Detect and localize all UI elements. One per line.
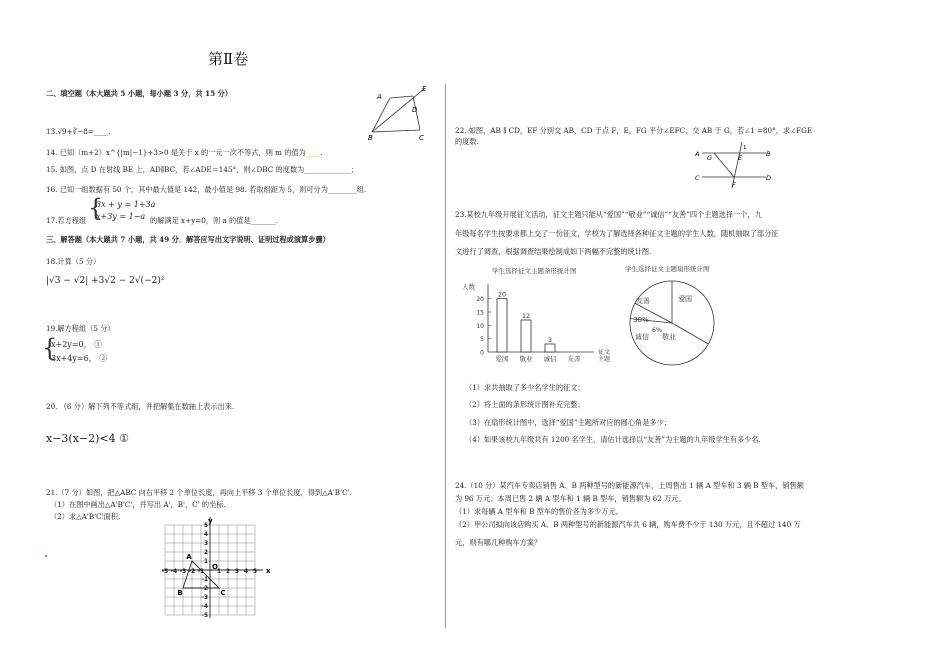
y-tick-label: 2 — [203, 550, 208, 556]
q14-text: 14. 已知（m+2）x^{|m|−1}+3>0 是关于 x 的一元一次不等式，则 m 的值为 — [46, 148, 306, 157]
point-label-c: C — [220, 589, 226, 597]
q24-line-3: （1）求每辆 A 型车和 B 型车的售价各为多少万元。 — [455, 507, 623, 516]
x-tick-label: -3 — [179, 569, 187, 575]
pie-slice-label: 爱国 — [678, 295, 692, 303]
x-tick-label: 友善 — [567, 355, 581, 363]
y-tick-label: -4 — [201, 604, 208, 610]
q16-end: 组. — [356, 185, 367, 194]
section-2-heading: 二、填空题（本大题共 5 小题，每小题 3 分，共 15 分） — [46, 89, 232, 98]
q24-line-2: 为 96 万元；本周已售 2 辆 A 型车和 1 辆 B 型车，销售额为 62 万元。 — [455, 494, 686, 503]
y-tick-label: 4 — [203, 532, 208, 538]
q22-line-2: 的度数. — [455, 137, 479, 146]
q17-eq2: x+3y = 1−a — [96, 212, 146, 221]
pie-slice-label: 友善 — [636, 297, 650, 305]
y-tick-label: 1 — [203, 559, 208, 565]
x-tick-label: 爱国 — [495, 355, 509, 363]
q24-line-5: 元，则有哪几种购车方案？ — [455, 538, 542, 547]
q18-heading: 18.计算（5 分） — [46, 257, 101, 266]
bar — [521, 320, 531, 352]
q16-text: 16. 已知一组数据有 50 个，其中最大值是 142，最小值是 98. 若取组距为 5，则可分为 — [46, 185, 328, 194]
label-d: D — [766, 174, 772, 182]
origin-label: O — [212, 563, 218, 571]
x-tick-label: -4 — [170, 569, 178, 575]
y-tick-label: -5 — [201, 613, 208, 618]
q17-end: . — [275, 216, 279, 225]
green-dot — [45, 555, 47, 557]
pie-pct-label: 30% — [633, 316, 649, 324]
label-angle-1: 1 — [743, 145, 747, 151]
line-ba — [372, 98, 390, 132]
q16-blank: ________ — [327, 185, 357, 194]
q21-part-1: （1）在图中画出△A'B'C'，并写出 A'，B'，C' 的坐标. — [50, 500, 226, 509]
bar-value-label: 12 — [521, 312, 531, 320]
q23-sub-1: （1）求共抽取了多少名学生的征文； — [465, 383, 585, 392]
bar — [497, 299, 507, 352]
label-a: A — [377, 93, 382, 101]
x-tick-label: 2 — [225, 569, 231, 575]
label-e: E — [422, 85, 427, 93]
bar — [545, 344, 555, 352]
y-tick-label: 0 — [480, 349, 484, 357]
bar-chart-title: 学生选择征文主题条形统计图 — [492, 267, 577, 275]
q13-number: 13. — [46, 127, 58, 136]
q14-end: . — [320, 148, 323, 157]
y-tick-label: 20 — [476, 296, 484, 304]
q20-heading: 20. （6 分）解下列不等式组，并把解集在数轴上表示出来. — [46, 402, 235, 411]
q23-line-3: 文进行了调查，根据调查结果绘制成如下两幅不完整的统计图. — [455, 247, 652, 256]
y-tick-label: -2 — [201, 586, 208, 592]
pie-pct-label: 6% — [651, 326, 663, 334]
q13-expression: √9+∛−8= — [57, 127, 94, 136]
figure-q22 — [694, 140, 774, 190]
label-a: A — [695, 150, 700, 158]
x-tick-label: -1 — [197, 569, 205, 575]
label-c: C — [695, 174, 700, 182]
x-axis-label-part-1: 征文 — [598, 349, 610, 356]
x-tick-label: 4 — [243, 569, 249, 575]
question-14 — [46, 148, 323, 158]
x-axis-label-part-2: 主题 — [598, 356, 610, 363]
q19-heading: 19.解方程组（5 分） — [46, 324, 115, 333]
line-bc — [372, 130, 420, 132]
q17-blank: _______ — [250, 216, 276, 225]
label-f: F — [732, 181, 736, 189]
x-tick-label: 5 — [252, 569, 258, 575]
question-17-rest — [150, 216, 278, 226]
figure-q21-grid — [148, 512, 278, 618]
y-tick-label: 3 — [203, 541, 208, 547]
q23-sub-4: （4）如果该校九年级共有 1200 名学生，请估计选择以“友善”为主题的九年级学生有多少名. — [465, 435, 761, 444]
q23-line-2: 年级每名学生按要求都上交了一份征文，学校为了解选择各种征文主题的学生人数，随机抽取了部分征 — [455, 229, 779, 238]
q23-sub-2: （2）将上面的条形统计图补充完整； — [465, 400, 585, 409]
bar-value-label: 3 — [547, 336, 553, 344]
x-tick-label: -5 — [161, 569, 169, 575]
q21-heading: 21.（7 分）如图，把△ABC 向右平移 2 个单位长度，再向上平移 3 个单位长度，得到△A'B'C'. — [46, 488, 352, 497]
figure-q15 — [364, 84, 434, 142]
y-tick-label: -3 — [201, 595, 208, 601]
label-d: D — [412, 106, 418, 114]
pie-slice-label: 诚信 — [635, 333, 649, 341]
q19-brace: { — [42, 334, 58, 362]
y-tick-label: 15 — [476, 309, 484, 317]
q19-eq2: 3x+4y=6， ② — [51, 354, 108, 363]
x-tick-label: 3 — [234, 569, 240, 575]
label-e: E — [738, 154, 743, 162]
x-tick-label: 1 — [216, 569, 222, 575]
y-tick-label: 5 — [203, 523, 208, 529]
label-c: C — [419, 134, 424, 142]
q23-line-1: 23.某校九年级开展征文活动，征文主题只能从“爱国”“敬业”“诚信”“友善”四个主题选择一个，九 — [455, 210, 762, 219]
x-tick-label: 敬业 — [519, 355, 533, 363]
label-b: B — [766, 150, 771, 158]
y-tick-label: 10 — [476, 322, 484, 330]
point-label-a: A — [186, 553, 192, 561]
q17-brace: { — [88, 194, 104, 222]
q22-line-1: 22. 如图，AB ∥ CD，EF 分别交 AB，CD 于点 F，E，FG 平分∠EFC，交 AB 于 G，若∠1 =80°，求∠FGE — [455, 126, 813, 135]
q24-line-1: 24.（10 分）某汽车专卖店销售 A、B 两种型号的新能源汽车，上周售出 1 辆 A 型车和 3 辆 B 型车，销售额 — [455, 481, 804, 490]
q19-eq1: x+2y=0， ① — [51, 340, 103, 349]
bar-value-label: 20 — [497, 290, 507, 299]
q24-line-4: （2）甲公司拟向该店购买 A、B 两种型号的新能源汽车共 6 辆，购车费不少于 130 万元，且不超过 140 万 — [455, 520, 801, 529]
question-15 — [46, 165, 358, 175]
q14-blank: ____ — [305, 148, 321, 157]
line-ad — [390, 96, 413, 98]
x-tick-label: 诚信 — [543, 355, 557, 363]
pie-slice-label: 敬业 — [662, 333, 676, 341]
label-g: G — [707, 154, 713, 162]
q18-expression: |√3 − √2| +3√2 − 2√(−2)² — [46, 276, 165, 286]
line-gf — [714, 153, 734, 177]
point-label-b: B — [177, 589, 183, 597]
y-tick-label: 5 — [480, 336, 484, 344]
x-tick-label: -2 — [188, 569, 196, 575]
y-tick-label: -1 — [201, 577, 208, 583]
label-b: B — [368, 134, 373, 142]
section-3-heading: 三、解答题（本大题共 7 小题，共 49 分．解答应写出文字说明、证明过程或演算步骤） — [46, 235, 330, 244]
pie-chart-title: 学生选择征文主题扇形统计图 — [625, 265, 710, 273]
bar-chart — [460, 276, 610, 372]
q15-blank: _____________ — [304, 165, 351, 174]
pie-chart — [625, 276, 720, 371]
q17-prefix: 17.若方程组 — [46, 216, 87, 225]
q17-post: 的解满足 x+y=0，则 a 的值是 — [150, 216, 251, 225]
q17-eq1: 3x + y = 1+3a — [96, 200, 156, 209]
q23-sub-3: （3）在扇形统计图中，选择“爱国”主题所对应的圆心角是多少； — [465, 418, 671, 427]
y-axis-label: 人数 — [462, 283, 475, 291]
x-axis-label: x — [266, 567, 271, 575]
q15-end: ； — [350, 165, 359, 174]
q13-blank: ____. — [93, 127, 111, 136]
q20-expression: x−3(x−2)<4 ① — [46, 432, 129, 445]
page-title: 第Ⅱ卷 — [208, 50, 249, 68]
question-13 — [46, 127, 110, 137]
q15-text: 15. 如图，点 D 在射线 BE 上，AD∥BC，若∠ADE＝145°，则∠DBC 的度数为 — [46, 165, 305, 174]
y-axis-label: y — [208, 517, 213, 525]
q21-part-2: （2）求△A'B'C'面积. — [50, 512, 121, 521]
column-divider — [445, 84, 446, 628]
